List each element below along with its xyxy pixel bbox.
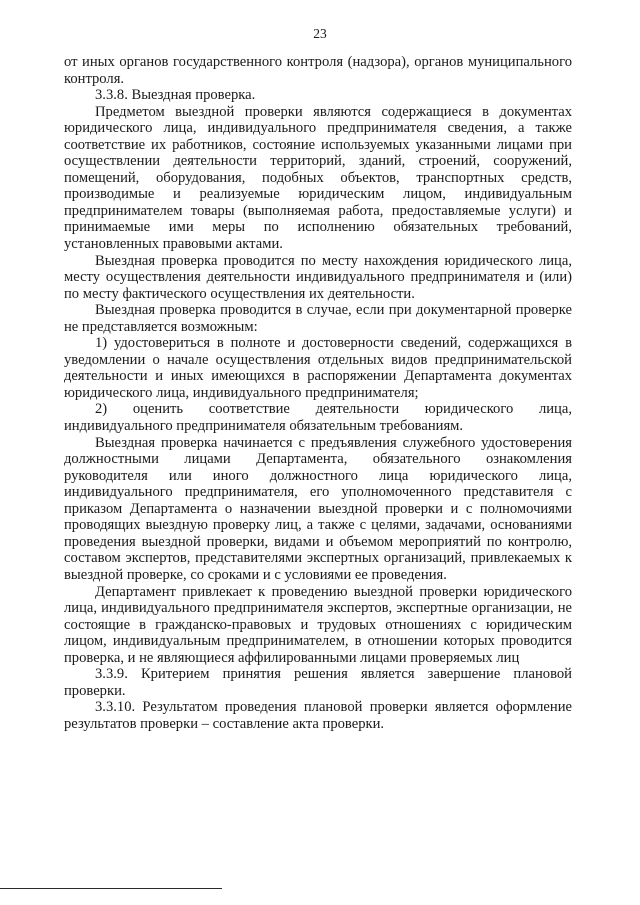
paragraph-conditions: Выездная проверка проводится в случае, если при документарной проверке не представляется возможным:: [64, 302, 572, 335]
document-body: [64, 54, 572, 732]
section-3-3-10: 3.3.10. Результатом проведения плановой проверки является оформление результатов проверки – составление акта проверки.: [64, 699, 572, 732]
paragraph-location: Выездная проверка проводится по месту нахождения юридического лица, месту осуществления деятельности индивидуального предпринимателя и (или) по месту фактического осуществления их деятельности.: [64, 252, 572, 302]
paragraph-start: Выездная проверка начинается с предъявления служебного удостоверения должностными лицами Департамента, обязательного ознакомления руководителя или иного должностного лица юридического лица, индивидуального предпринимателя, его уполномоченного представителя с приказом Департамента о назначении выездной проверки и с полномочиями проводящих выездную проверку лиц, а также с целями, задачами, основаниями проведения выездной проверки, видами и объемом мероприятий по контролю, составом экспертов, представителями экспертных организаций, привлекаемых к выездной проверке, со сроками и с условиями ее проведения.: [64, 434, 572, 583]
paragraph-subject: Предметом выездной проверки являются содержащиеся в документах юридического лица, индивидуального предпринимателя сведения, а также соответствие их работников, состояние используемых указанными лицами при осуществлении деятельности территорий, зданий, строений, сооружений, помещений, оборудования, подобных объектов, транспортных средств, производимые и реализуемые юридическим лицом, индивидуальным предпринимателем товары (выполняемая работа, предоставляемые услуги) и принимаемые ими меры по исполнению обязательных требований, установленных правовыми актами.: [64, 103, 572, 253]
paragraph-continuation: от иных органов государственного контроля (надзора), органов муниципального контроля.: [64, 54, 572, 87]
list-item-2: 2) оценить соответствие деятельности юридического лица, индивидуального предпринимателя обязательным требованиям.: [64, 401, 572, 435]
paragraph-experts: Департамент привлекает к проведению выездной проверки юридического лица, индивидуального предпринимателя экспертов, экспертные организации, не состоящие в гражданско-правовых и трудовых отношениях с юридическим лицом, индивидуальным предпринимателем, в отношении которых проводится проверка, и не являющиеся аффилированными лицами проверяемых лиц: [64, 583, 572, 666]
section-heading-3-3-8: 3.3.8. Выездная проверка.: [95, 87, 256, 104]
section-3-3-9: 3.3.9. Критерием принятия решения является завершение плановой проверки.: [64, 666, 572, 699]
footer-divider: [0, 888, 222, 889]
list-item-1: 1) удостовериться в полноте и достоверности сведений, содержащихся в уведомлении о начале осуществления отдельных видов предпринимательской деятельности и иных имеющихся в распоряжении Департамента документах юридического лица, индивидуального предпринимателя;: [64, 335, 572, 401]
page-number: 23: [313, 26, 327, 41]
